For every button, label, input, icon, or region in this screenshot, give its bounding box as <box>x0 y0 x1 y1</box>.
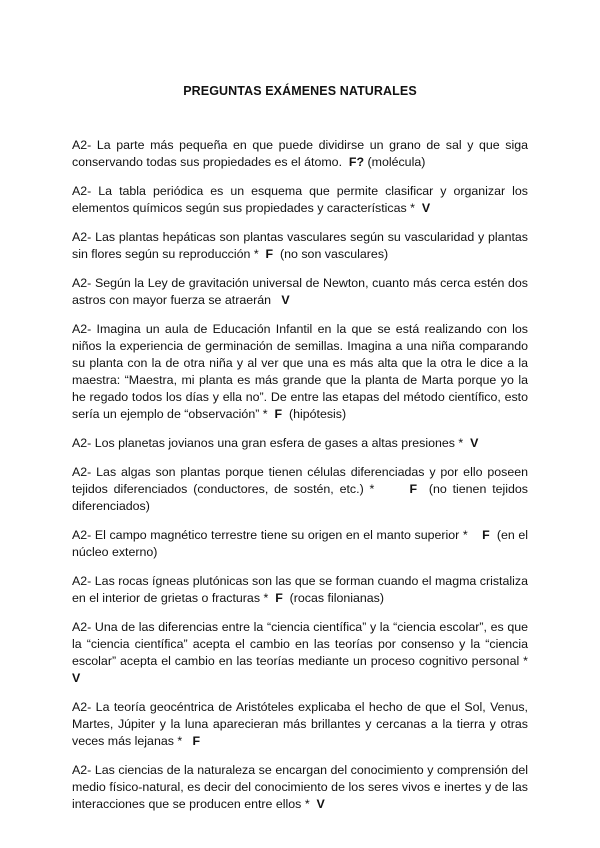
question-text: A2- La tabla periódica es un esquema que permite clasificar y organizar los elementos químicos según sus propiedades y características * <box>72 184 528 215</box>
page-title: PREGUNTAS EXÁMENES NATURALES <box>183 84 417 98</box>
answer-mark: F <box>265 247 274 261</box>
answer-mark: V <box>281 293 290 307</box>
question-text: A2- Las ciencias de la naturaleza se encargan del conocimiento y comprensión del medio físico-natural, es decir del conocimiento de los seres vivos e inertes y de las interacciones que se producen entre ellos * <box>72 763 528 811</box>
answer-mark: F <box>482 528 490 542</box>
question-text: A2- Según la Ley de gravitación universal de Newton, cuanto más cerca estén dos astros con mayor fuerza se atraerán <box>72 276 528 307</box>
answer-mark: F? <box>348 155 365 169</box>
question-text: A2- La parte más pequeña en que puede dividirse un grano de sal y que siga conservando todas sus propiedades es el átomo. <box>72 138 528 169</box>
answer-mark: V <box>470 436 479 450</box>
question-text: A2- Imagina un aula de Educación Infantil en la que se está realizando con los niños la experiencia de germinación de semillas. Imagina a una niña comparando su planta con la de otra niña y al ver que una es más alta que la otra le dice a la maestra: “Maestra, mi planta es más grande que la planta de Marta porque yo la he regado todos los días y ella no”. De entre las etapas del método científico, esto sería un ejemplo de “observación” * <box>72 322 528 421</box>
answer-mark: F <box>192 734 201 748</box>
question-item <box>72 275 528 309</box>
answer-note: (no son vasculares) <box>280 247 389 261</box>
answer-mark: V <box>421 201 431 215</box>
answer-note: (rocas filonianas) <box>289 591 385 605</box>
answer-note: (no tienen tejidos diferenciados) <box>72 482 529 513</box>
answer-note: (molécula) <box>367 155 426 169</box>
question-item <box>72 527 528 561</box>
answer-mark: V <box>72 671 81 685</box>
question-item <box>72 229 528 263</box>
question-item <box>72 321 528 423</box>
question-text: A2- Las plantas hepáticas son plantas vasculares según su vascularidad y plantas sin flores según su reproducción * <box>72 230 528 261</box>
question-item <box>72 699 528 750</box>
question-text: A2- Las algas son plantas porque tienen células diferenciadas y por ello poseen tejidos diferenciados (conductores, de sostén, etc.) * <box>72 465 528 496</box>
question-text: A2- Las rocas ígneas plutónicas son las que se forman cuando el magma cristaliza en el interior de grietas o fracturas * <box>72 574 528 605</box>
answer-note: (hipótesis) <box>288 407 347 421</box>
question-text: A2- El campo magnético terrestre tiene su origen en el manto superior * <box>72 528 468 542</box>
question-item <box>72 183 528 217</box>
question-item <box>72 435 528 452</box>
answer-mark: F <box>274 407 283 421</box>
question-item <box>72 464 528 515</box>
question-item <box>72 619 528 687</box>
answer-mark: F <box>409 482 418 496</box>
question-item <box>72 573 528 607</box>
question-text: A2- Los planetas jovianos una gran esfera de gases a altas presiones * <box>72 436 464 450</box>
question-text: A2- La teoría geocéntrica de Aristóteles explicaba el hecho de que el Sol, Venus, Martes, Júpiter y la luna aparecieran más brillantes y cercanas a la tierra y otras veces más lejanas * <box>72 700 528 748</box>
question-item <box>72 762 528 813</box>
answer-mark: V <box>316 797 325 811</box>
question-list <box>72 137 528 825</box>
answer-note: (en el núcleo externo) <box>72 528 528 559</box>
answer-mark: F <box>275 591 283 605</box>
question-text: A2- Una de las diferencias entre la “ciencia científica” y la “ciencia escolar”, es que la “ciencia científica” acepta el cambio en las teorías por consenso y la “ciencia escolar” acepta el cambio en las teorías mediante un proceso cognitivo personal * <box>72 620 528 668</box>
question-item <box>72 137 528 171</box>
